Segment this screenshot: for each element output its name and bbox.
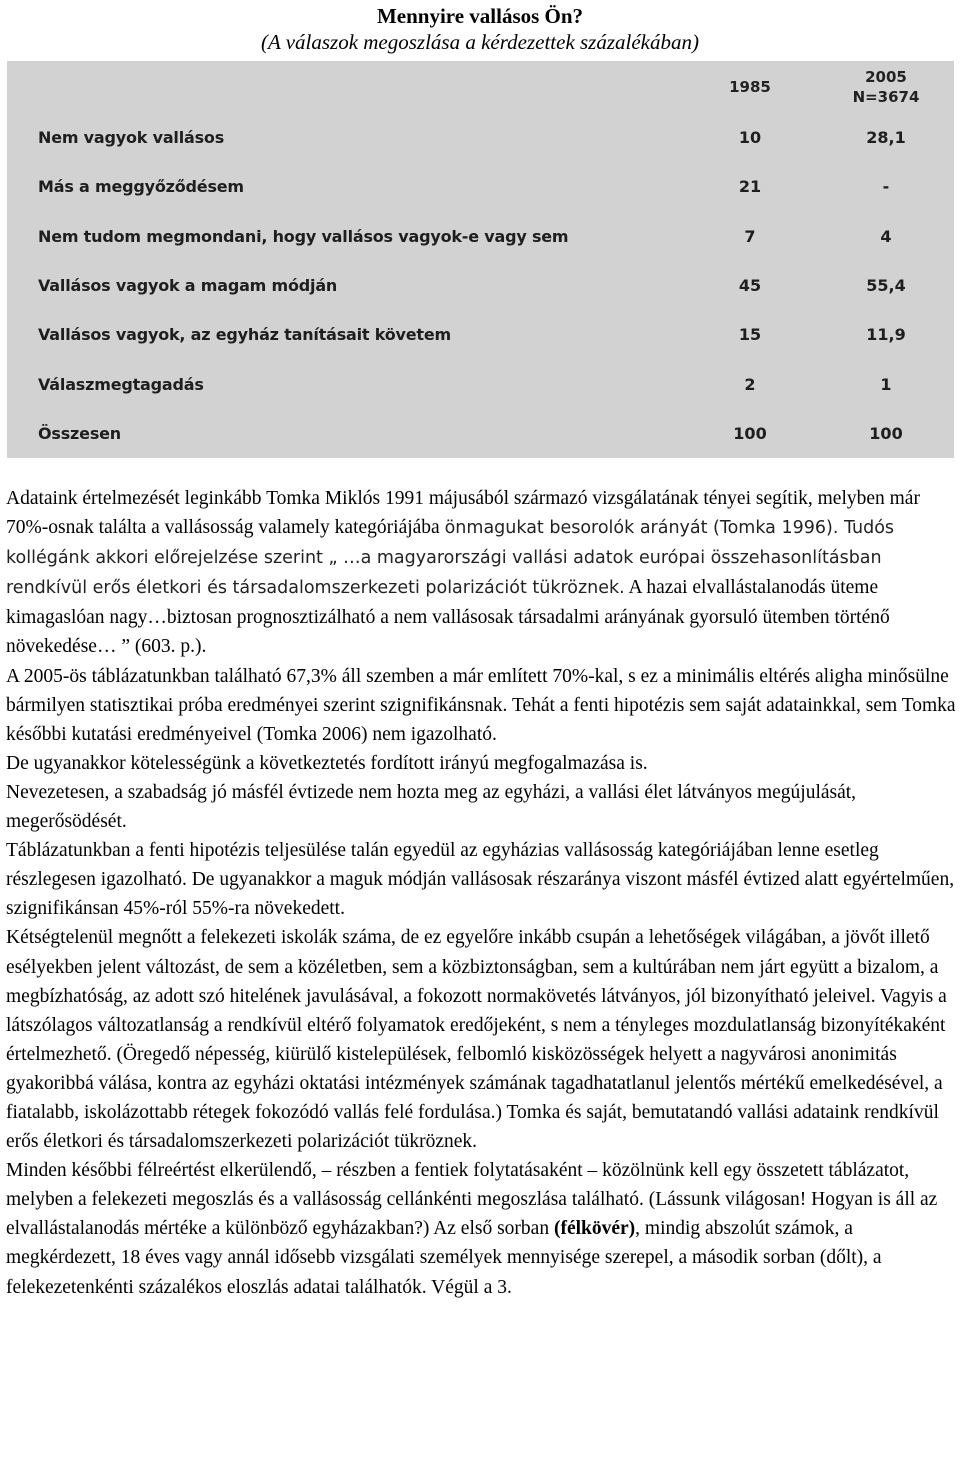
row-label: Más a meggyőződésem <box>38 177 244 196</box>
table-row <box>7 322 954 348</box>
value-2005: 11,9 <box>866 325 906 344</box>
table-row <box>7 125 954 151</box>
column-header-2005-year: 2005 <box>865 68 907 86</box>
row-label: Összesen <box>38 424 121 443</box>
paragraph: Táblázatunkban a fenti hipotézis teljesülése talán egyedül az egyházias vallásosság kategóriájában lenne esetleg részlegesen igazolható. De ugyanakkor a maguk módján vallásosak részaránya viszont másfél évtized alatt egyértelműen, szignifikánsan 45%-ról 55%-ra növekedett. <box>6 840 955 920</box>
value-2005: 28,1 <box>866 128 906 147</box>
table-row <box>7 273 954 299</box>
value-2005: - <box>882 177 890 196</box>
paragraph: De ugyanakkor kötelességünk a következtetés fordított irányú megfogalmazása is. <box>6 752 648 774</box>
table-row-total <box>7 421 954 447</box>
value-1985: 21 <box>738 177 762 196</box>
row-label: Vallásos vagyok a magam módján <box>38 276 338 295</box>
value-1985: 45 <box>738 276 762 295</box>
value-2005: 4 <box>880 227 892 246</box>
body-text <box>6 484 956 1302</box>
paragraph: Kétségtelenül megnőtt a felekezeti iskolák száma, de ez egyelőre inkább csupán a lehetőségek világában, a jövőt illető esélyekben jelent változást, de sem a közéletben, sem a közbiztonságban, sem a kultúrában nem járt együtt a bizalom, a megbízhatóság, az adott szó hitelének javulásával, a fokozott normakövetés látványos, jól bizonyítható jeleivel. Vagyis a látszólagos változatlanság a rendkívül eltérő folyamatok eredőjeként, s nem a tényleges mozdulatlanság bizonyítékaként értelmezhető. (Öregedő népesség, kiürülő kistelepülések, felbomló kisközösségek helyett a nagyvárosi anonimitás gyakoribbá válása, kontra az egyházi oktatási intézmények számának tagadhatatlanul jelentős mértékű emelkedésével, a fiatalabb, iskolázottabb rétegek fokozódó vallás felé fordulása.) Tomka és saját, bemutatandó vallási adataink rendkívül erős életkori és társadalomszerkezeti polarizációt tükröznek. <box>6 927 947 1153</box>
paragraph-segment: Minden későbbi félreértést elkerülendő, – részben a fentiek folytatásaként – közölnünk kell egy összetett táblázatot, melyben a felekezeti megoszlás és a vallásosság cellánkénti megoszlása található. (Lássunk világosan! Hogyan is áll az elvallástalanodás mértéke a különböző egyházakban?) Az első sorban <box>6 1160 938 1240</box>
column-header-2005-n: N=3674 <box>852 88 920 106</box>
paragraph <box>6 1156 956 1301</box>
column-header-2005 <box>831 67 941 107</box>
paragraph: A 2005-ös táblázatunkban található 67,3% áll szemben a már említett 70%-kal, s ez a minimális eltérés aligha minősülne bármilyen statisztikai próba eredményei szerint szignifikánsnak. Tehát a fenti hipotézis sem saját adatainkkal, sem Tomka későbbi kutatási eredményeivel (Tomka 2006) nem igazolható. <box>6 665 956 745</box>
paragraph-segment: önmagukat besorolók arányát (Tomka 1996). Tudós kollégánk akkori előrejelzése szerint „ …a magyarországi vallási adatok európai összehasonlításban rendkívül erős életkori és társadalomszerkezeti polarizációt tükröznek. <box>6 518 895 599</box>
column-header-1985: 1985 <box>729 78 771 96</box>
survey-table <box>7 61 954 458</box>
paragraph-segment: A hazai elvallástalanodás üteme kimagaslóan nagy…biztosan prognosztizálható a nem vallásosak társadalmi arányának gyorsuló ütemben történő növekedése… ” (603. p.). <box>6 577 890 658</box>
value-1985: 15 <box>738 325 762 344</box>
row-label: Nem vagyok vallásos <box>38 128 225 147</box>
page-title: Mennyire vallásos Ön? <box>376 4 584 28</box>
paragraph-bold-segment: (félkövér) <box>553 1218 636 1240</box>
table-row <box>7 224 954 250</box>
value-2005: 55,4 <box>866 276 906 295</box>
value-1985: 10 <box>738 128 762 147</box>
paragraph-segment: , mindig abszolút számok, a megkérdezett, 18 éves vagy annál idősebb vizsgálati személyek mennyisége szerepel, a második sorban (dőlt), a felekezetenkénti százalékos eloszlás adatai találhatók. Végül a 3. <box>6 1218 882 1298</box>
table-row <box>7 174 954 200</box>
value-1985: 2 <box>744 375 756 394</box>
paragraph <box>6 484 956 662</box>
value-2005: 1 <box>880 375 892 394</box>
row-label: Vallásos vagyok, az egyház tanításait követem <box>38 325 452 344</box>
value-1985: 100 <box>733 424 767 443</box>
paragraph-segment: Adataink értelmezését leginkább Tomka Miklós 1991 májusából származó vizsgálatának tényei segítik, melyben már 70%-osnak találta a vallásosság valamely kategóriájába <box>6 488 920 539</box>
value-1985: 7 <box>744 227 756 246</box>
paragraph: Nevezetesen, a szabadság jó másfél évtizede nem hozta meg az egyházi, a vallási élet látványos megújulását, megerősödését. <box>6 781 857 833</box>
value-2005: 100 <box>869 424 903 443</box>
row-label: Nem tudom megmondani, hogy vallásos vagyok-e vagy sem <box>38 227 569 246</box>
row-label: Válaszmegtagadás <box>38 375 204 394</box>
table-row <box>7 372 954 398</box>
page-subtitle: (A válaszok megoszlása a kérdezettek százalékában) <box>261 30 699 54</box>
